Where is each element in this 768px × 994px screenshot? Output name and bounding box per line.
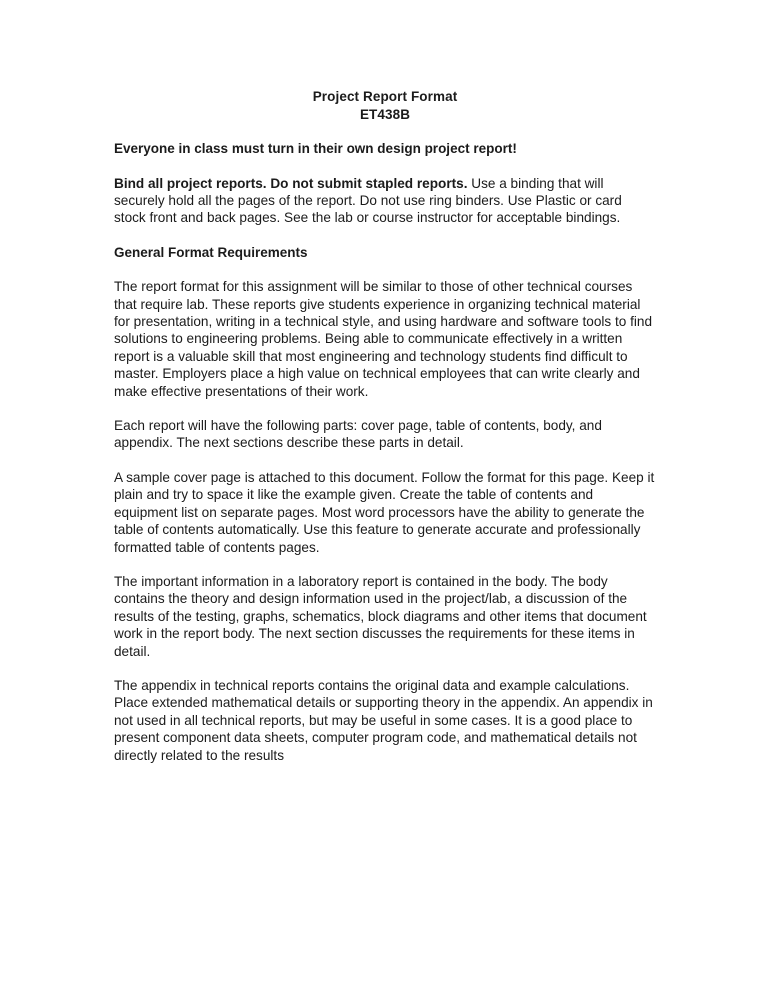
section-heading-general-format-requirements: General Format Requirements — [114, 244, 308, 260]
binding-paragraph — [114, 175, 656, 227]
document-content — [114, 88, 656, 764]
page-title: Project Report Format — [312, 89, 458, 104]
body-paragraph: Each report will have the following parts: cover page, table of contents, body, and appendix. The next sections describe these parts in detail. — [114, 418, 602, 451]
body-paragraph: The report format for this assignment will be similar to those of other technical courses that require lab. These reports give students experience in organizing technical material for presentation, writing in a technical style, and using hardware and software tools to find solutions to engineering problems. Being able to communicate effectively in a written report is a valuable skill that most engineering and technology students find difficult to master. Employers place a high value on technical employees that can write clearly and make effective presentations of their work. — [114, 279, 653, 399]
body-paragraph: The appendix in technical reports contains the original data and example calculations. Place extended mathematical details or supporting theory in the appendix. An appendix in not used in all technical reports, but may be useful in some cases. It is a good place to present component data sheets, computer program code, and mathematical details not directly related to the results — [114, 677, 653, 763]
notice-everyone-must-turn-in-report: Everyone in class must turn in their own design project report! — [114, 141, 517, 156]
binding-paragraph-bold-lead: Bind all project reports. Do not submit stapled reports. — [114, 175, 468, 191]
binding-paragraph-body: Use a binding that will securely hold all the pages of the report. Do not use ring binders. Use Plastic or card stock front and back pages. See the lab or course instructor for acceptable bindings. — [114, 175, 622, 226]
spacer — [114, 123, 656, 140]
spacer — [114, 158, 656, 175]
body-paragraph: A sample cover page is attached to this document. Follow the format for this page. Keep it plain and try to space it like the example given. Create the table of contents and equipment list on separate pages. Most word processors have the ability to generate the table of contents automatically. Use this feature to generate accurate and professionally formatted table of contents pages. — [114, 469, 655, 555]
spacer — [114, 261, 656, 278]
spacer — [114, 227, 656, 244]
body-paragraph: The important information in a laboratory report is contained in the body. The body contains the theory and design information used in the project/lab, a discussion of the results of the testing, graphs, schematics, block diagrams and other items that document work in the report body. The next section discusses the requirements for these items in detail. — [114, 573, 647, 659]
course-code-subtitle: ET438B — [359, 106, 411, 122]
